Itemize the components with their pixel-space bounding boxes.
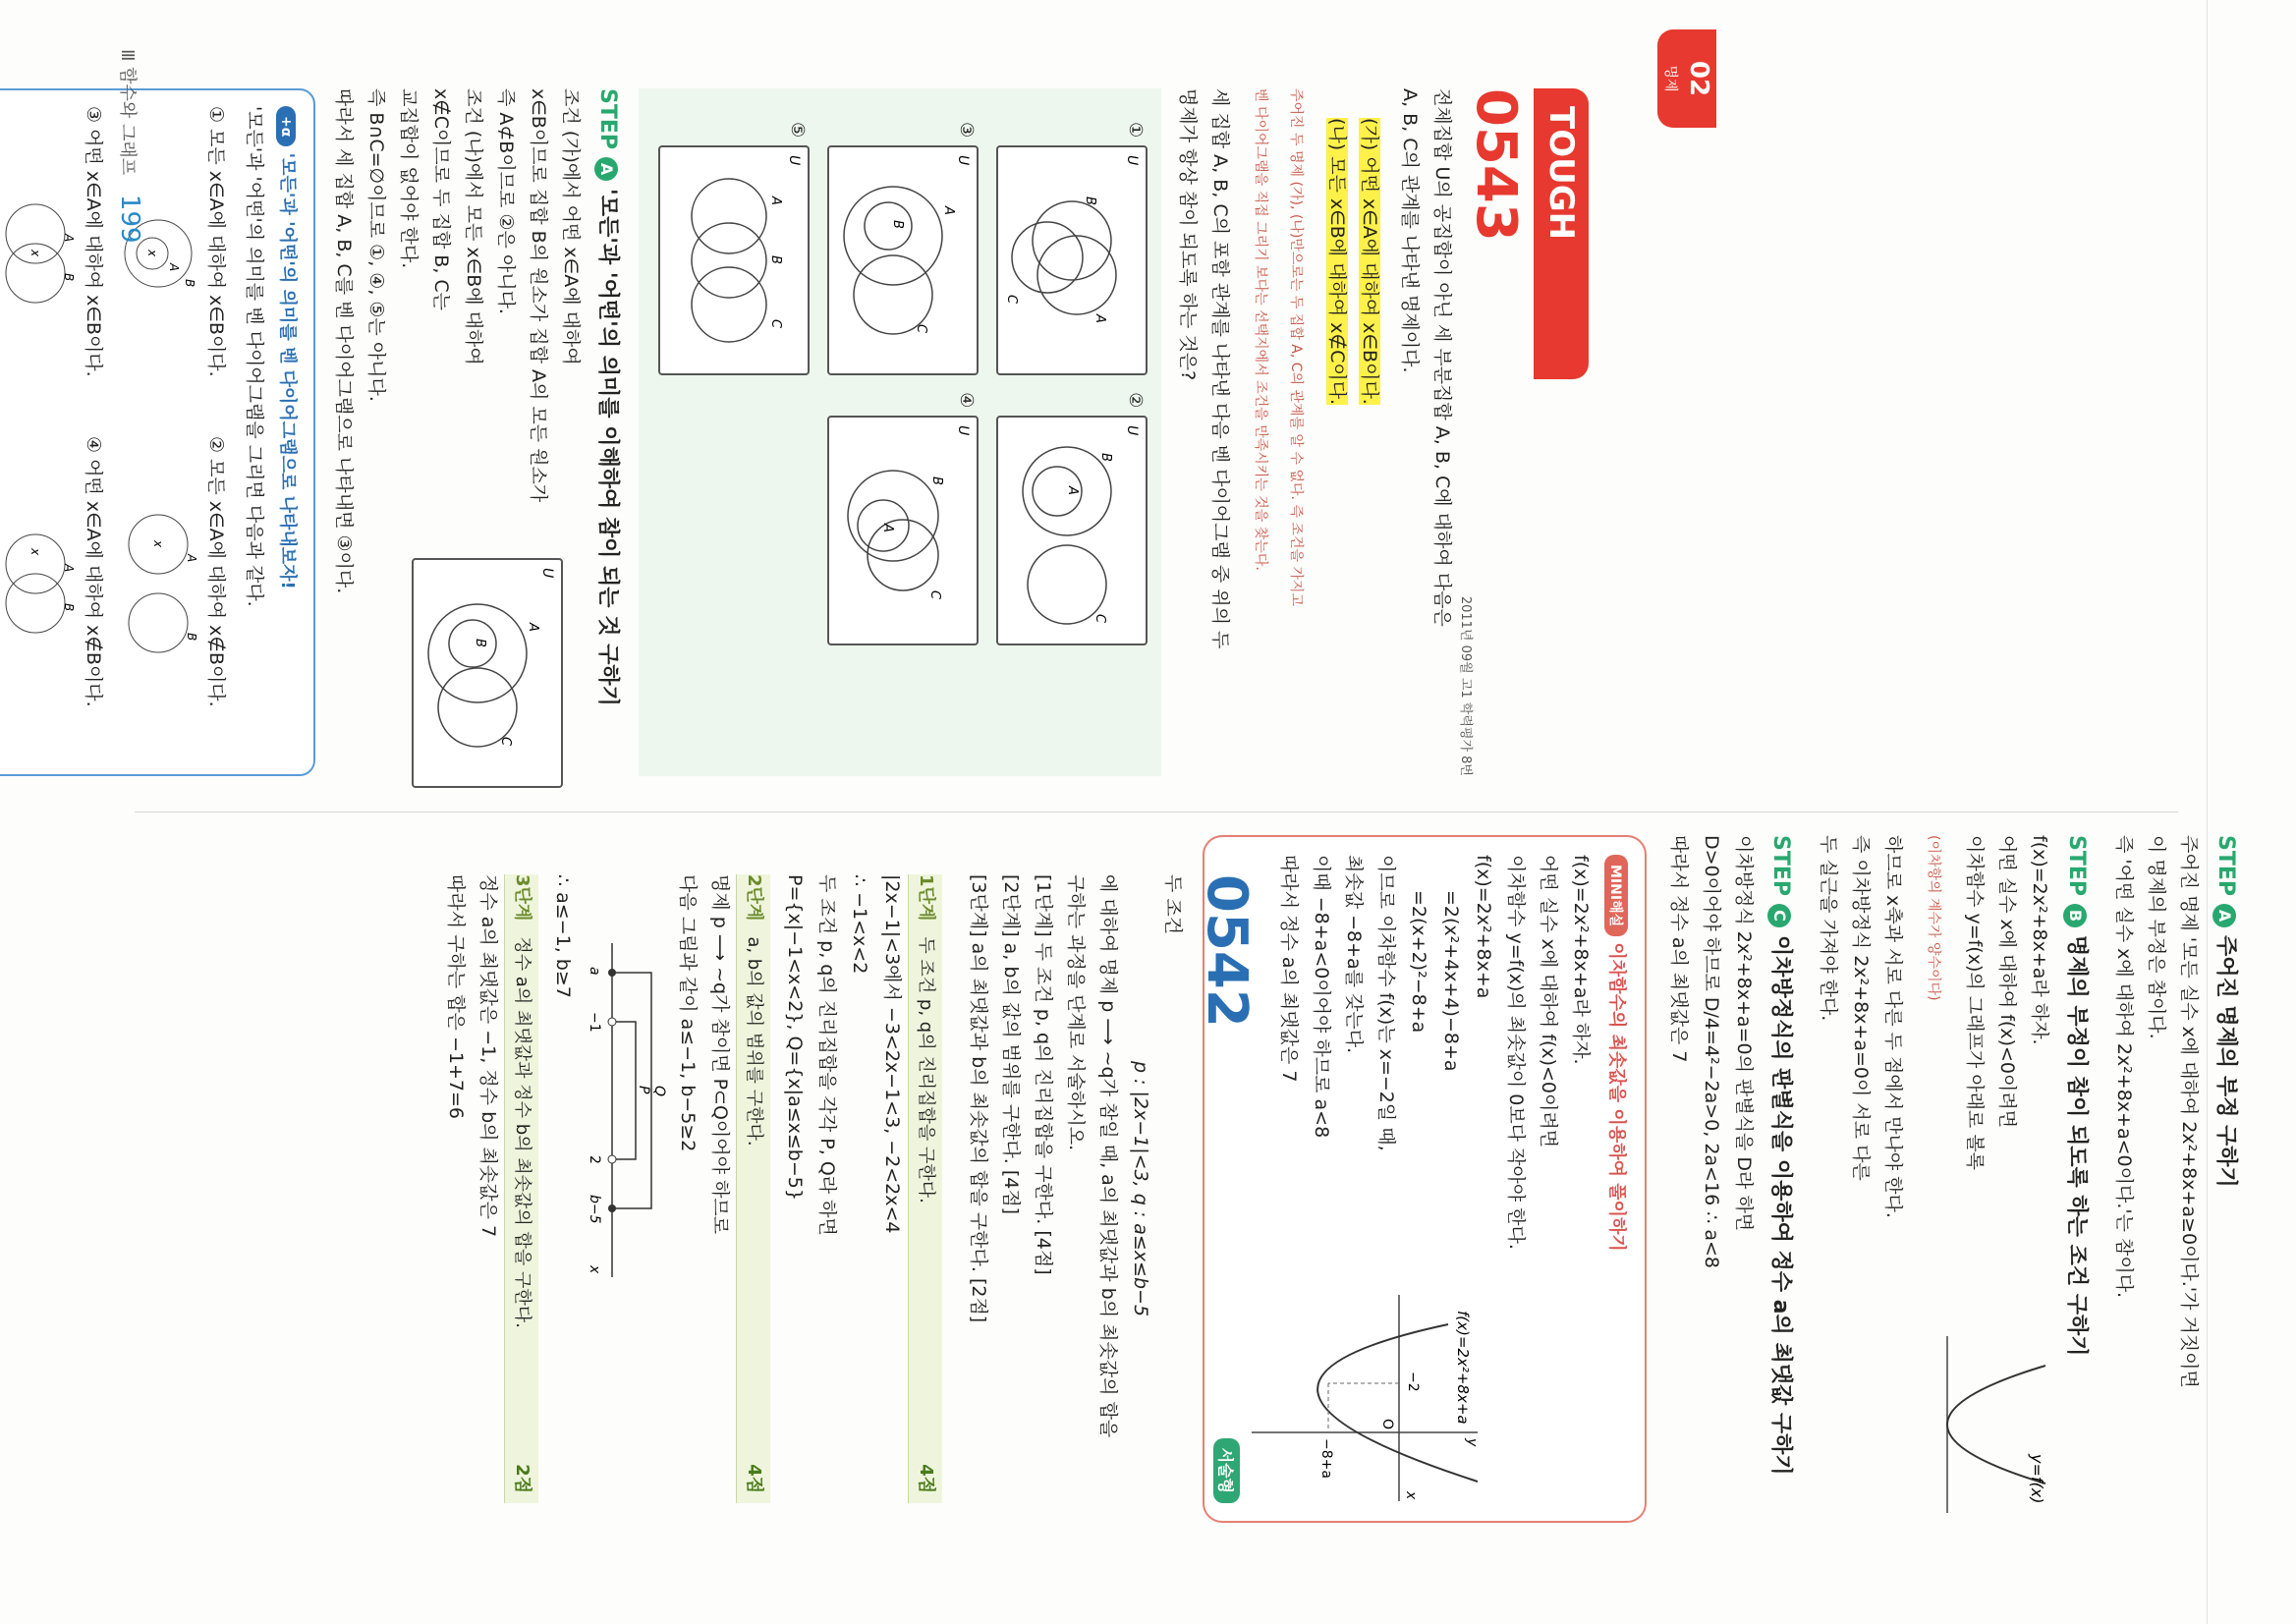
venn-option-3[interactable]: ③ U A B C (827, 145, 979, 375)
step-b-line-4: 하므로 x축과 서로 다른 두 점에서 만나야 한다. (1882, 835, 1904, 1218)
mini-line: =2(x+2)²−8+a (1408, 890, 1429, 1034)
conditions-intro: 두 조건 (1162, 874, 1184, 935)
plus-case-4: ④ 어떤 x∈A에 대하여 x∉B이다. x A B (0, 436, 109, 758)
step-c-heading: STEPC이차방정식의 판별식을 이용하여 정수 a의 최댓값 구하기 (1768, 835, 1793, 1476)
svg-text:A: A (185, 554, 198, 563)
sol-line: 명제 p ⟶ ~q가 참이면 P⊂Q이어야 하므로 (709, 874, 731, 1235)
solution-0542 (439, 874, 942, 1503)
svg-text:C: C (927, 590, 942, 600)
svg-text:U: U (1124, 425, 1140, 436)
svg-text:B: B (1098, 453, 1113, 463)
step-a-heading: STEPA주어진 명제의 부정 구하기 (2213, 835, 2238, 1188)
step-b-note: (이차항의 계수가 양수이다) (1926, 835, 1941, 1001)
svg-text:B: B (62, 273, 76, 282)
plus-case-3: ③ 어떤 x∈A에 대하여 x∈B이다. x A B (0, 106, 109, 428)
svg-text:B: B (473, 639, 487, 647)
step-a-line-2: 이 명제의 부정은 참이다. (2146, 835, 2167, 1039)
tip-line: 벤 다이어그램을 직접 그리기 보다는 선택지에서 조건을 만족시키는 것을 찾는다. (1253, 88, 1268, 571)
question-line: A, B, C의 관계를 나타낸 명제이다. (1399, 88, 1421, 373)
sol-line: 두 조건 p, q의 진리집합을 각각 P, Q라 하면 (816, 874, 838, 1236)
step-a-heading-0543: STEPA'모든'과 '어떤'의 의미를 이해하여 참이 되는 것 구하기 (595, 88, 620, 706)
page-footer (115, 49, 144, 244)
sol-line: x∉C이므로 두 집합 B, C는 (430, 88, 452, 311)
mini-solution-box (1203, 835, 1647, 1523)
svg-text:C: C (1004, 295, 1019, 305)
sol-line: 다음 그림과 같이 a≤−1, b−5≥2 (677, 874, 699, 1152)
parabola-sketch (1898, 1326, 2055, 1523)
venn-option-5[interactable]: ⑤ U A B C (658, 145, 810, 375)
step-b-line-2: 어떤 실수 x에 대하여 f(x)<0이려면 (1996, 835, 2018, 1129)
tough-badge: TOUGH (1534, 88, 1589, 379)
option-grid (639, 88, 1161, 776)
question-line: 세 집합 A, B, C의 포함 관계를 나타낸 다음 벤 다이어그램 중 위의 두 (1209, 88, 1231, 649)
svg-text:A: A (941, 206, 956, 215)
question-line: 전체집합 U의 공집합이 아닌 세 부분집합 A, B, C에 대하여 다음은 (1431, 88, 1453, 627)
svg-text:a: a (587, 967, 602, 976)
mini-line: 최솟값 −8+a를 갖는다. (1343, 855, 1365, 1054)
svg-text:A: A (768, 196, 783, 205)
sol-line: 조건 (나)에서 모든 x∈B에 대하여 (463, 88, 484, 365)
venn-option-4[interactable]: ④ U B A C (827, 416, 979, 645)
mini-line: 따라서 정수 a의 최댓값은 7 (1278, 855, 1300, 1083)
problem-number: 0543 (1464, 88, 1528, 242)
step-c-line-1: 이차방정식 2x²+8x+a=0의 판별식을 D라 하면 (1733, 835, 1755, 1232)
svg-text:U: U (955, 155, 971, 166)
svg-text:y: y (1464, 1438, 1480, 1447)
plus-tag: +α (276, 106, 296, 146)
section-name: Ⅲ 함수와 그래프 (117, 49, 138, 176)
svg-text:B: B (1083, 196, 1097, 205)
svg-text:x: x (28, 250, 42, 257)
svg-text:−2: −2 (1405, 1372, 1421, 1392)
step-2-bar: 2단계a, b의 값의 범위를 구한다. 4점 (736, 874, 770, 1503)
plus-case-2: ② 모든 x∈A에 대하여 x∉B이다. x A B (117, 436, 232, 758)
svg-text:B: B (890, 220, 905, 229)
condition-list (1320, 118, 1385, 776)
svg-text:x: x (151, 540, 165, 548)
mini-tag: MINI해설 (1604, 855, 1628, 936)
svg-text:U: U (1124, 155, 1140, 166)
step-b-line-6: 두 실근을 가져야 한다. (1818, 835, 1839, 1022)
mini-line: 어떤 실수 x에 대하여 f(x)<0이려면 (1538, 855, 1559, 1148)
svg-text:B: B (62, 603, 76, 612)
svg-text:B: B (768, 255, 783, 264)
svg-text:C: C (768, 319, 783, 329)
svg-text:O: O (1379, 1419, 1395, 1430)
chapter-tab (1657, 29, 1716, 128)
mini-line: f(x)=2x²+8x+a (1473, 855, 1494, 999)
step-c-line-3: 따라서 정수 a의 최댓값은 7 (1668, 835, 1690, 1063)
svg-text:P: P (636, 1086, 651, 1094)
mini-heading: MINI해설 이차함수의 최솟값을 이용하여 풀이하기 (1604, 855, 1631, 1503)
question-line: [2단계] a, b의 값의 범위를 구한다. [4점] (1000, 874, 1022, 1215)
svg-text:U: U (786, 155, 802, 166)
venn-option-1[interactable]: ① U B A C (996, 145, 1148, 375)
sol-line: 따라서 세 집합 A, B, C를 벤 다이어그램으로 나타내면 ③이다. (333, 88, 355, 594)
plus-lead: '모든'과 '어떤'의 의미를 벤 다이어그램을 그리면 다음과 같다. (244, 106, 265, 607)
svg-text:C: C (1092, 614, 1107, 624)
svg-text:C: C (498, 737, 513, 747)
svg-text:U: U (955, 425, 971, 436)
problem-0543 (0, 88, 1589, 776)
interval-diagram (583, 933, 671, 1287)
mini-line: 이때 −8+a<0이어야 하므로 a<8 (1311, 855, 1332, 1139)
svg-text:x: x (1403, 1491, 1419, 1500)
svg-text:x: x (28, 548, 42, 556)
venn-option-2[interactable]: ② U B A C (996, 416, 1148, 645)
sol-line: P={x|−1<x<2}, Q={x|a≤x≤b−5} (784, 874, 806, 1201)
step-b-line-5: 즉 이차방정식 2x²+8x+a=0이 서로 다른 (1850, 835, 1872, 1181)
step-b-line-1: f(x)=2x²+8x+a라 하자. (2029, 835, 2050, 1045)
svg-text:A: A (1092, 314, 1107, 323)
sol-line: 조건 (가)에서 어떤 x∈A에 대하여 (560, 88, 582, 365)
left-column-body (1203, 835, 2257, 1523)
question-line: 명제가 항상 참이 되도록 하는 것은? (1177, 88, 1199, 381)
sol-line: ∴ a≤−1, b≥7 (552, 874, 574, 998)
svg-text:x: x (145, 250, 159, 257)
sol-line: 정수 a의 최댓값은 −1, 정수 b의 최솟값은 7 (477, 874, 499, 1238)
sol-line: 따라서 구하는 합은 −1+7=6 (445, 874, 467, 1119)
question-line: [3단계] a의 최댓값과 b의 최솟값의 합을 구한다. [2점] (968, 874, 989, 1323)
step-3-bar: 3단계정수 a의 최댓값과 정수 b의 최솟값의 합을 구한다. 2점 (504, 874, 538, 1503)
step-b-line-3: 이차함수 y=f(x)의 그래프가 아래로 볼록 (1964, 835, 1986, 1171)
mini-line: 이므로 이차함수 f(x)는 x=−2일 때, (1375, 855, 1397, 1151)
sol-line: 교집합이 없어야 한다. (398, 88, 420, 269)
svg-text:x: x (587, 1265, 602, 1274)
condition-na: (나) 모든 x∈B에 대하여 x∉C이다. (1326, 118, 1348, 406)
svg-text:A: A (62, 234, 76, 243)
venn-answer (412, 558, 563, 788)
question-line: 에 대하여 명제 p ⟶ ~q가 참일 때, a의 최댓값과 b의 최솟값의 합을 (1097, 874, 1119, 1438)
svg-text:A: A (1065, 486, 1080, 495)
svg-text:2: 2 (587, 1155, 602, 1164)
step-b-block (1812, 835, 2055, 1523)
svg-text:C: C (914, 324, 928, 334)
chapter-number: 02 (1684, 60, 1713, 97)
svg-text:B: B (929, 476, 944, 486)
step-1-bar: 1단계두 조건 p, q의 진리집합을 구한다. 4점 (908, 874, 942, 1503)
problem-number: 0542 (1195, 874, 1259, 1028)
svg-text:A: A (880, 524, 895, 532)
question-line: 구하는 과정을 단계로 서술하시오. (1065, 874, 1087, 1151)
question-line: [1단계] 두 조건 p, q의 진리집합을 구한다. [4점] (1033, 874, 1054, 1275)
tip-line: 주어진 두 명제 (가), (나)만으로는 두 집합 A, C의 관계를 알 수 없다. 즉 조건을 가지고 (1288, 88, 1304, 607)
sol-line: 즉 B∩C=∅이므로 ①, ④, ⑤는 아니다. (365, 88, 387, 402)
sol-line: ∴ −1<x<2 (849, 874, 870, 975)
mini-line: =2(x²+4x+4)−8+a (1440, 890, 1462, 1072)
condition-ga: (가) 어떤 x∈A에 대하여 x∈B이다. (1359, 118, 1380, 405)
mini-line: f(x)=2x²+8x+a라 하자. (1570, 855, 1592, 1065)
mini-line: 이차함수 y=f(x)의 최솟값이 0보다 작아야 한다. (1505, 855, 1527, 1250)
svg-text:b−5: b−5 (587, 1195, 602, 1224)
svg-text:Q: Q (651, 1086, 667, 1097)
problem-0542 (439, 874, 1264, 1503)
svg-text:A: A (526, 623, 540, 632)
mini-graph (1242, 1285, 1487, 1511)
conditions: p : |2x−1|<3, q : a≤x≤b−5 (1130, 1060, 1151, 1317)
step-b-heading: STEPB명제의 부정이 참이 되도록 하는 조건 구하기 (2064, 835, 2089, 1357)
source-note: 2011년 09월 고1 학력평가 8번 (1458, 595, 1473, 776)
svg-text:−1: −1 (587, 1012, 602, 1033)
essay-badge: 서술형 (1213, 1438, 1240, 1503)
plus-alpha-box: +α '모든'과 '어떤'의 의미를 벤 다이어그램으로 나타내보자! '모든'과 '어떤'의 의미를 벤 다이어그램을 그리면 다음과 같다. ① 모든 x∈A에 대하여 x∈B이다. x B A ② 모든 x∈A에 대하여 x∉B이다. x A B ③ 어떤 x∈A에 대하여 x∈B이다. x A B ④ 어떤 x∈A에 대하여 x∉B이다. x A B (0, 88, 315, 776)
sol-line: x∈B이므로 집합 B의 원소가 집합 A의 모든 원소가 (528, 88, 549, 503)
step-a-line-3: 즉 '어떤 실수 x에 대하여 2x²+8x+a<0이다.'는 참이다. (2113, 835, 2135, 1299)
svg-text:A: A (167, 263, 181, 272)
mini-graph-label: f(x)=2x²+8x+a (1454, 1311, 1472, 1425)
sol-line: 즉 A⊄B이므로 ②은 아니다. (495, 88, 517, 314)
step-c-line-2: D>0이어야 하므로 D/4=4²−2a>0, 2a<16 ∴ a<8 (1701, 835, 1722, 1268)
sol-line: |2x−1|<3에서 −3<2x−1<3, −2<2x<4 (881, 874, 903, 1234)
parabola-label: y=f(x) (2028, 1454, 2046, 1504)
plus-case-1: ① 모든 x∈A에 대하여 x∈B이다. x B A (117, 106, 232, 428)
svg-text:U: U (539, 568, 555, 579)
svg-text:B: B (185, 633, 198, 642)
chapter-name: 명제 (1662, 65, 1678, 92)
svg-text:−8+a: −8+a (1318, 1438, 1334, 1479)
svg-text:B: B (183, 279, 196, 288)
svg-text:A: A (62, 564, 76, 573)
step-a-line-1: 주어진 명제 '모든 실수 x에 대하여 2x²+8x+a≥0이다.'가 거짓이면 (2178, 835, 2200, 1388)
page-number: 199 (115, 194, 144, 244)
